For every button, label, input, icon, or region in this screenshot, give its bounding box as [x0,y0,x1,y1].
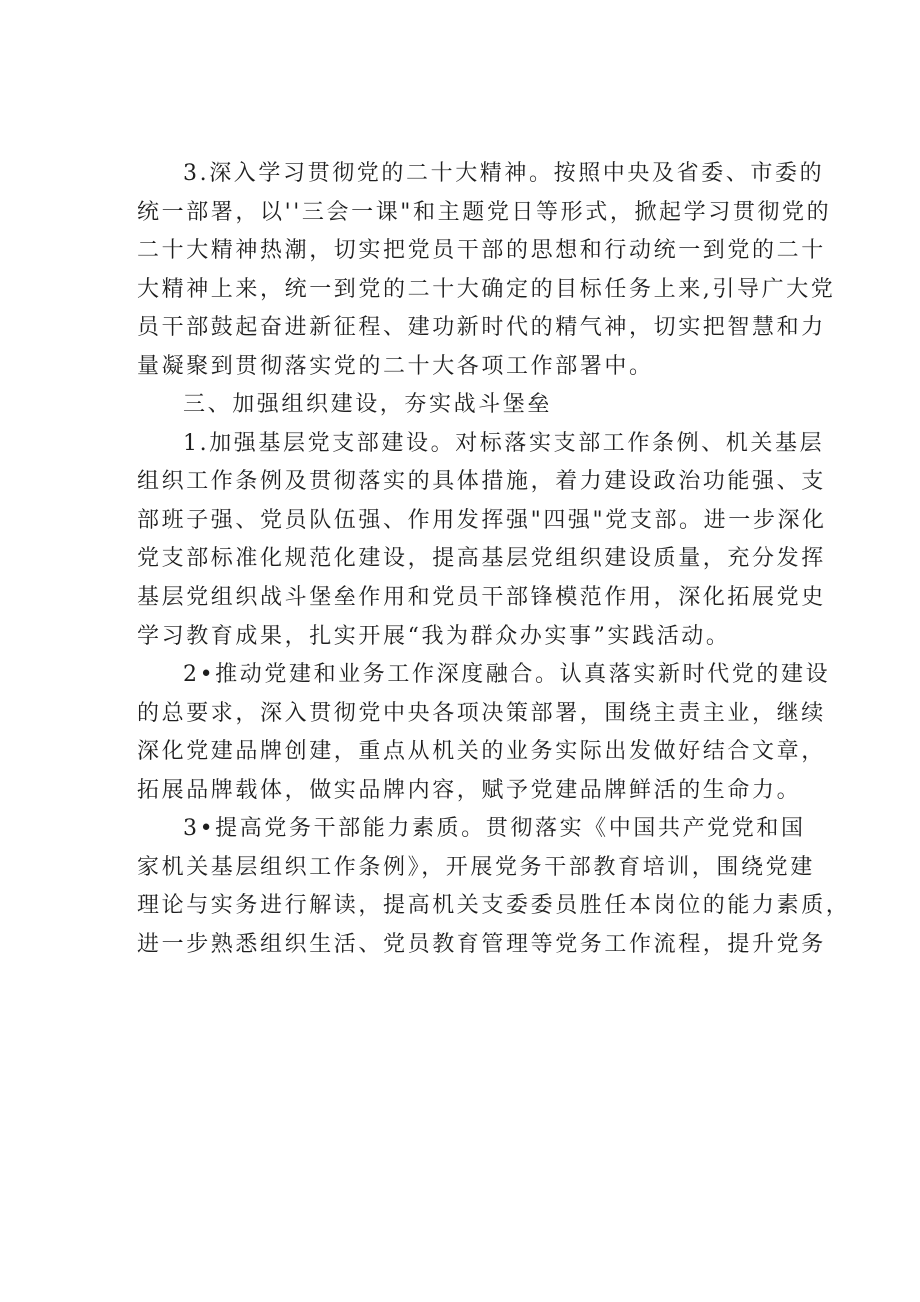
text-line: 2•推动党建和业务工作深度融合。认真落实新时代党的建设 [183,662,831,688]
text-line: 3.深入学习贯彻党的二十大精神。按照中央及省委、市委的 [183,161,825,186]
text-line: 学习教育成果，扎实开展“我为群众办实事”实践活动。 [137,623,731,649]
paragraph-branch-building [137,425,827,656]
text-line: 的总要求，深入贯彻党中央各项决策部署，围绕主责主业，继续 [137,700,826,726]
paragraph-study-spirit [137,155,836,386]
paragraph-cadre-ability [137,810,851,964]
text-line: 理论与实务进行解读，提高机关支委委员胜任本岗位的能力素质， [137,893,851,919]
text-line: 部班子强、党员队伍强、作用发挥强"四强"党支部。进一步深化 [137,507,827,533]
text-line: 统一部署，以''三会一课"和主题党日等形式，掀起学习贯彻党的 [137,199,832,225]
text-line: 基层党组织战斗堡垒作用和党员干部锋模范作用，深化拓展党史 [137,585,826,611]
paragraph-integration [137,656,831,810]
text-line: 员干部鼓起奋进新征程、建功新时代的精气神，切实把智慧和力 [137,315,826,341]
section-heading [137,386,797,425]
text-line: 二十大精神热潮，切实把党员干部的思想和行动统一到党的二十 [137,238,826,264]
text-line: 深化党建品牌创建，重点从机关的业务实际出发做好结合文章， [137,739,826,765]
document-body [137,155,851,964]
text-line: 量凝聚到贯彻落实党的二十大各项工作部署中。 [137,353,654,379]
text-line: 3•提高党务干部能力素质。贯彻落实《中国共产党党和国 [183,816,806,842]
heading-line: 三、加强组织建设，夯实战斗堡垒 [183,392,553,418]
text-line: 拓展品牌载体，做实品牌内容，赋予党建品牌鲜活的生命力。 [137,777,802,803]
text-line: 党支部标准化规范化建设，提高基层党组织建设质量，充分发挥 [137,546,826,572]
text-line: 大精神上来，统一到党的二十大确定的目标任务上来,引导广大党 [137,276,836,302]
text-line: 组织工作条例及贯彻落实的具体措施，着力建设政治功能强、支 [137,469,826,495]
text-line: 1.加强基层党支部建设。对标落实支部工作条例、机关基层 [183,430,825,456]
text-line: 家机关基层组织工作条例》，开展党务干部教育培训，围绕党建 [137,854,815,880]
text-line: 进一步熟悉组织生活、党员教育管理等党务工作流程，提升党务 [137,931,826,957]
